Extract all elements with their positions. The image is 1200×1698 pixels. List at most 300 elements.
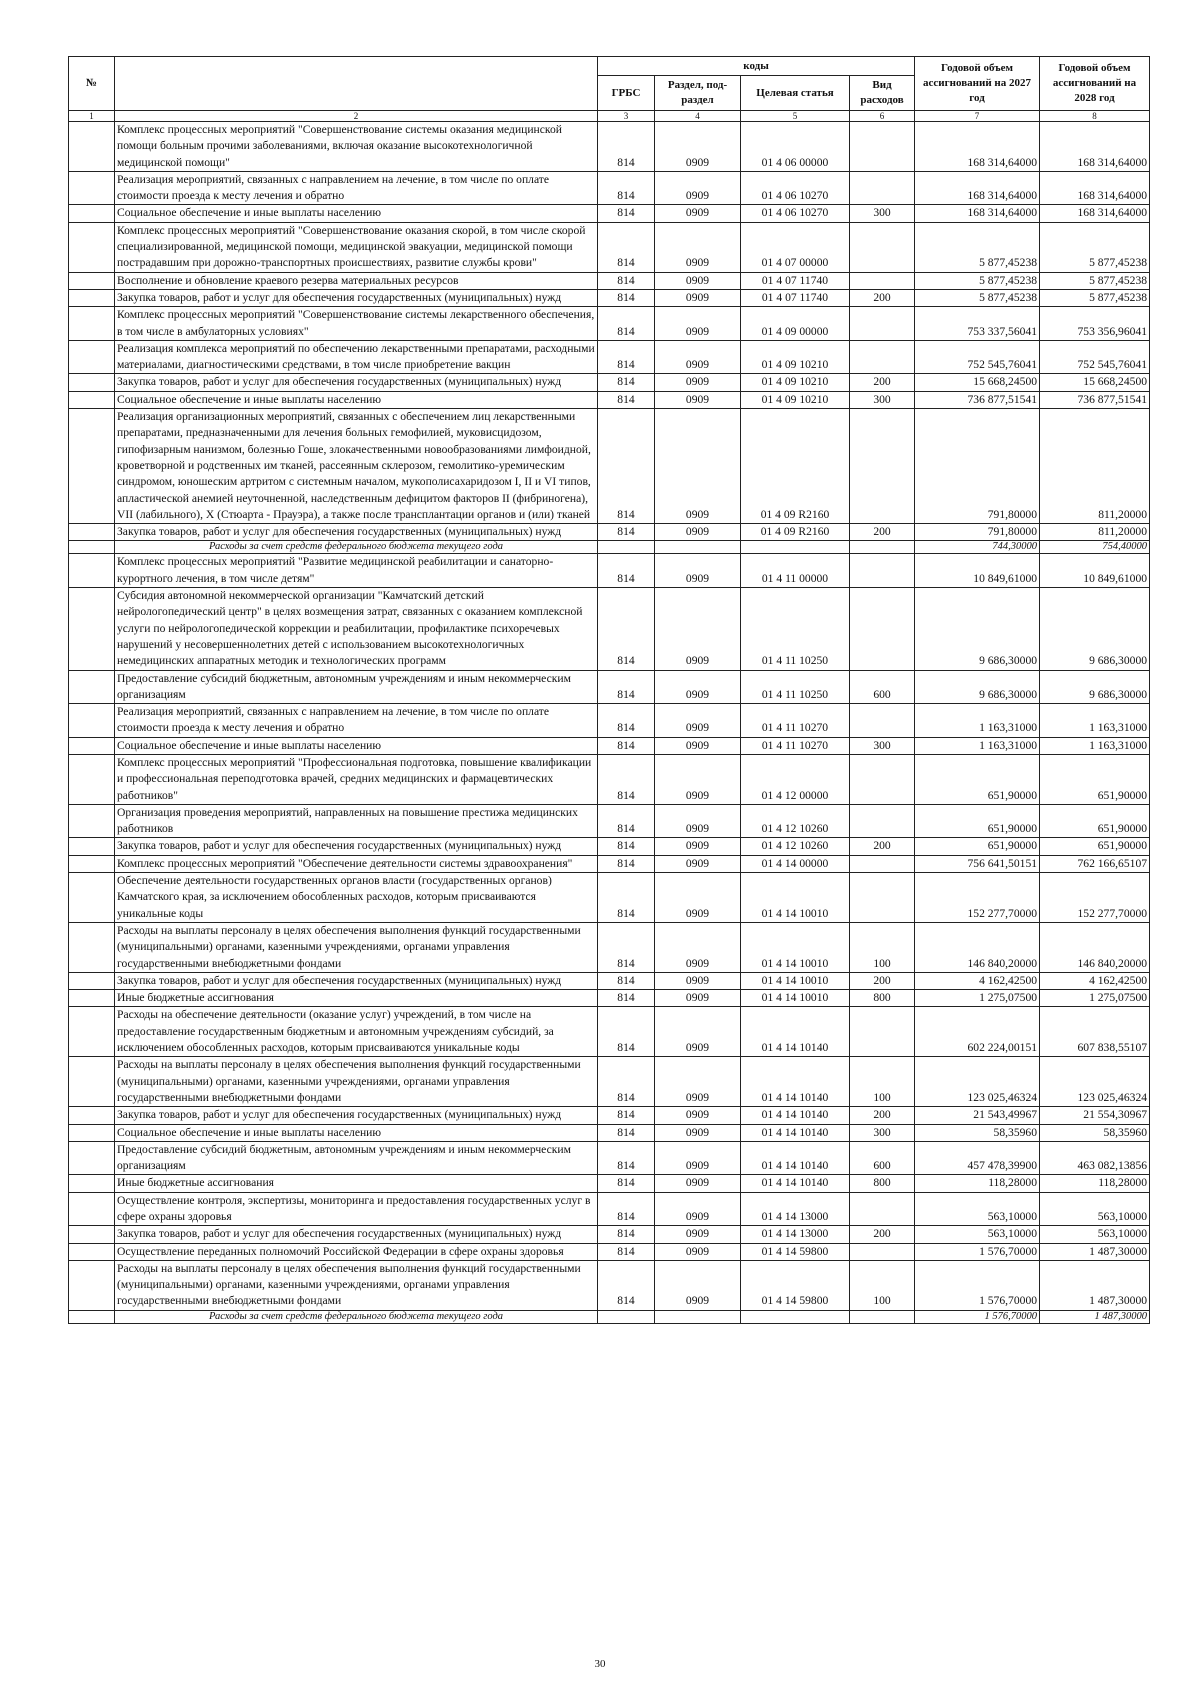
amount-2027-cell: 9 686,30000 (915, 588, 1040, 670)
grbs-cell: 814 (598, 272, 655, 289)
amount-2027-cell: 736 877,51541 (915, 391, 1040, 408)
target-cell: 01 4 14 10140 (741, 1107, 850, 1124)
row-name-cell: Осуществление переданных полномочий Российской Федерации в сфере охраны здоровья (115, 1243, 598, 1260)
amount-2028-cell: 146 840,20000 (1040, 922, 1150, 972)
row-name-cell: Субсидия автономной некоммерческой организации "Камчатский детский нейрологопедический центр" в целях возмещения затрат, связанных с оказанием комплексной услуги по нейрологопедической коррекции и реабилитации, профилактике психоречевых нарушений у несовершеннолетних детей с использованием высокотехнологичных немедицинских аппаратных методик и технологических программ (115, 588, 598, 670)
section-cell: 0909 (655, 1260, 741, 1310)
grbs-cell: 814 (598, 1226, 655, 1243)
amount-2027-cell: 651,90000 (915, 754, 1040, 804)
table-row (69, 855, 1150, 872)
table-row (69, 922, 1150, 972)
table-row (69, 340, 1150, 374)
row-name-cell: Предоставление субсидий бюджетным, автономным учреждениям и иным некоммерческим организациям (115, 670, 598, 704)
table-row (69, 554, 1150, 588)
grbs-cell: 814 (598, 1243, 655, 1260)
column-number: 1 (69, 111, 115, 122)
amount-2027-cell: 1 576,70000 (915, 1310, 1040, 1323)
table-row (69, 1141, 1150, 1175)
target-cell: 01 4 14 10140 (741, 1007, 850, 1057)
table-row (69, 289, 1150, 306)
amount-2027-cell: 563,10000 (915, 1226, 1040, 1243)
exp-type-cell: 300 (850, 1124, 915, 1141)
amount-2028-cell: 651,90000 (1040, 754, 1150, 804)
target-cell: 01 4 14 13000 (741, 1226, 850, 1243)
table-row (69, 873, 1150, 923)
section-cell: 0909 (655, 737, 741, 754)
table-row (69, 307, 1150, 341)
amount-2027-cell: 457 478,39900 (915, 1141, 1040, 1175)
section-cell: 0909 (655, 922, 741, 972)
row-name-cell: Закупка товаров, работ и услуг для обеспечения государственных (муниципальных) нужд (115, 374, 598, 391)
amount-2027-cell: 791,80000 (915, 524, 1040, 541)
amount-2028-cell: 607 838,55107 (1040, 1007, 1150, 1057)
amount-2028-cell: 10 849,61000 (1040, 554, 1150, 588)
amount-2027-cell: 1 163,31000 (915, 704, 1040, 738)
amount-2028-cell: 9 686,30000 (1040, 588, 1150, 670)
exp-type-cell (850, 340, 915, 374)
exp-type-cell (850, 1007, 915, 1057)
amount-2028-cell: 1 163,31000 (1040, 704, 1150, 738)
section-cell: 0909 (655, 340, 741, 374)
amount-2027-cell: 5 877,45238 (915, 272, 1040, 289)
section-cell: 0909 (655, 588, 741, 670)
amount-2028-cell: 752 545,76041 (1040, 340, 1150, 374)
amount-2027-cell: 753 337,56041 (915, 307, 1040, 341)
target-cell: 01 4 09 10210 (741, 374, 850, 391)
grbs-cell: 814 (598, 289, 655, 306)
exp-type-cell (850, 1243, 915, 1260)
amount-2027-cell: 602 224,00151 (915, 1007, 1040, 1057)
exp-type-cell (850, 754, 915, 804)
row-name-cell: Социальное обеспечение и иные выплаты населению (115, 1124, 598, 1141)
exp-type-cell: 800 (850, 990, 915, 1007)
grbs-cell: 814 (598, 873, 655, 923)
grbs-cell: 814 (598, 737, 655, 754)
row-name-cell: Комплекс процессных мероприятий "Развитие медицинской реабилитации и санаторно-курортного лечения, в том числе детям" (115, 554, 598, 588)
amount-2028-cell: 168 314,64000 (1040, 122, 1150, 172)
grbs-cell: 814 (598, 1141, 655, 1175)
table-row (69, 122, 1150, 172)
amount-2028-cell: 5 877,45238 (1040, 289, 1150, 306)
target-cell: 01 4 06 10270 (741, 171, 850, 205)
target-cell: 01 4 11 10270 (741, 704, 850, 738)
amount-2027-cell: 58,35960 (915, 1124, 1040, 1141)
amount-2028-cell: 563,10000 (1040, 1192, 1150, 1226)
exp-type-cell (850, 222, 915, 272)
table-row (69, 804, 1150, 838)
target-cell: 01 4 14 13000 (741, 1192, 850, 1226)
row-name-cell: Реализация мероприятий, связанных с направлением на лечение, в том числе по оплате стоимости проезда к месту лечения и обратно (115, 171, 598, 205)
column-number: 5 (741, 111, 850, 122)
table-row (69, 588, 1150, 670)
row-num-cell (69, 222, 115, 272)
section-cell: 0909 (655, 670, 741, 704)
row-name-cell: Иные бюджетные ассигнования (115, 990, 598, 1007)
amount-2028-cell: 1 487,30000 (1040, 1260, 1150, 1310)
row-num-cell (69, 1124, 115, 1141)
section-cell (655, 1310, 741, 1323)
header-exp-type: Вид расходов (850, 76, 915, 111)
grbs-cell: 814 (598, 409, 655, 524)
grbs-cell: 814 (598, 222, 655, 272)
row-num-cell (69, 1310, 115, 1323)
row-name-cell: Комплекс процессных мероприятий "Совершенствование оказания скорой, в том числе скорой специализированной, медицинской помощи, медицинской эвакуации, медицинской помощи пострадавшим при дорожно-транспортных происшествиях, развитие службы крови" (115, 222, 598, 272)
row-name-cell: Закупка товаров, работ и услуг для обеспечения государственных (муниципальных) нужд (115, 289, 598, 306)
target-cell: 01 4 14 10140 (741, 1175, 850, 1192)
section-cell: 0909 (655, 409, 741, 524)
column-number: 3 (598, 111, 655, 122)
target-cell: 01 4 12 10260 (741, 804, 850, 838)
section-cell: 0909 (655, 804, 741, 838)
exp-type-cell (850, 171, 915, 205)
exp-type-cell: 600 (850, 1141, 915, 1175)
table-row (69, 1175, 1150, 1192)
target-cell: 01 4 09 00000 (741, 307, 850, 341)
row-num-cell (69, 307, 115, 341)
target-cell (741, 541, 850, 554)
amount-2028-cell: 118,28000 (1040, 1175, 1150, 1192)
row-num-cell (69, 205, 115, 222)
amount-2028-cell: 736 877,51541 (1040, 391, 1150, 408)
target-cell: 01 4 14 10140 (741, 1057, 850, 1107)
exp-type-cell (850, 541, 915, 554)
target-cell: 01 4 09 R2160 (741, 524, 850, 541)
amount-2028-cell: 811,20000 (1040, 524, 1150, 541)
exp-type-cell: 100 (850, 1057, 915, 1107)
column-number: 8 (1040, 111, 1150, 122)
exp-type-cell (850, 873, 915, 923)
exp-type-cell (850, 272, 915, 289)
exp-type-cell: 200 (850, 838, 915, 855)
table-row (69, 990, 1150, 1007)
grbs-cell: 814 (598, 1175, 655, 1192)
grbs-cell: 814 (598, 391, 655, 408)
row-num-cell (69, 1141, 115, 1175)
row-num-cell (69, 524, 115, 541)
row-num-cell (69, 1057, 115, 1107)
row-name-cell: Комплекс процессных мероприятий "Профессиональная подготовка, повышение квалификации и профессиональная переподготовка врачей, средних медицинских и фармацевтических работников" (115, 754, 598, 804)
target-cell: 01 4 09 10210 (741, 391, 850, 408)
row-num-cell (69, 1107, 115, 1124)
amount-2027-cell: 168 314,64000 (915, 171, 1040, 205)
header-year-2028: Годовой объем ассигнований на 2028 год (1040, 57, 1150, 111)
section-cell: 0909 (655, 1124, 741, 1141)
section-cell: 0909 (655, 391, 741, 408)
section-cell: 0909 (655, 374, 741, 391)
amount-2027-cell: 1 576,70000 (915, 1260, 1040, 1310)
amount-2027-cell: 651,90000 (915, 804, 1040, 838)
row-name-cell: Расходы на выплаты персоналу в целях обеспечения выполнения функций государственными (муниципальными) органами, казенными учреждениями, органами управления государственными внебюджетными фондами (115, 1057, 598, 1107)
amount-2028-cell: 463 082,13856 (1040, 1141, 1150, 1175)
row-name-cell: Закупка товаров, работ и услуг для обеспечения государственных (муниципальных) нужд (115, 1107, 598, 1124)
section-cell: 0909 (655, 855, 741, 872)
row-name-cell: Восполнение и обновление краевого резерва материальных ресурсов (115, 272, 598, 289)
table-row (69, 1226, 1150, 1243)
section-cell: 0909 (655, 754, 741, 804)
row-name-cell: Расходы на выплаты персоналу в целях обеспечения выполнения функций государственными (муниципальными) органами, казенными учреждениями, органами управления государственными внебюджетными фондами (115, 1260, 598, 1310)
amount-2028-cell: 753 356,96041 (1040, 307, 1150, 341)
exp-type-cell: 200 (850, 524, 915, 541)
row-name-cell: Социальное обеспечение и иные выплаты населению (115, 737, 598, 754)
target-cell: 01 4 09 10210 (741, 340, 850, 374)
section-cell: 0909 (655, 222, 741, 272)
table-body (69, 122, 1150, 1324)
row-name-cell: Реализация организационных мероприятий, связанных с обеспечением лиц лекарственными препаратами, предназначенными для лечения больных гемофилией, муковисцидозом, гипофизарным нанизмом, болезнью Гоше, злокачественными новообразованиями лимфоидной, кроветворной и родственных им тканей, рассеянным склерозом, гемолитико-уремическим синдромом, юношеским артритом с системным началом, мукополисахаридозом I, II и VI типов, апластической анемией неуточненной, наследственным дефицитом факторов II (фибриногена), VII (лабильного), X (Стюарта - Прауэра), а также после трансплантации органов и (или) тканей (115, 409, 598, 524)
header-target: Целевая статья (741, 76, 850, 111)
exp-type-cell (850, 409, 915, 524)
page-number: 30 (594, 1658, 606, 1670)
target-cell: 01 4 11 10250 (741, 670, 850, 704)
exp-type-cell (850, 588, 915, 670)
column-number: 4 (655, 111, 741, 122)
grbs-cell: 814 (598, 1192, 655, 1226)
exp-type-cell: 200 (850, 972, 915, 989)
exp-type-cell (850, 1310, 915, 1323)
row-num-cell (69, 704, 115, 738)
exp-type-cell: 100 (850, 922, 915, 972)
table-row (69, 1107, 1150, 1124)
grbs-cell: 814 (598, 972, 655, 989)
exp-type-cell (850, 804, 915, 838)
table-row (69, 704, 1150, 738)
section-cell: 0909 (655, 838, 741, 855)
amount-2027-cell: 5 877,45238 (915, 289, 1040, 306)
row-num-cell (69, 1192, 115, 1226)
section-cell: 0909 (655, 1243, 741, 1260)
row-num-cell (69, 289, 115, 306)
target-cell (741, 1310, 850, 1323)
table-row (69, 754, 1150, 804)
grbs-cell: 814 (598, 1260, 655, 1310)
section-cell: 0909 (655, 972, 741, 989)
federal-budget-row (69, 1310, 1150, 1323)
exp-type-cell: 300 (850, 205, 915, 222)
amount-2028-cell: 811,20000 (1040, 409, 1150, 524)
amount-2027-cell: 118,28000 (915, 1175, 1040, 1192)
exp-type-cell: 300 (850, 391, 915, 408)
amount-2028-cell: 754,40000 (1040, 541, 1150, 554)
exp-type-cell: 200 (850, 1226, 915, 1243)
target-cell: 01 4 07 00000 (741, 222, 850, 272)
table-row (69, 205, 1150, 222)
row-num-cell (69, 171, 115, 205)
amount-2028-cell: 168 314,64000 (1040, 205, 1150, 222)
amount-2027-cell: 791,80000 (915, 409, 1040, 524)
section-cell: 0909 (655, 1192, 741, 1226)
target-cell: 01 4 07 11740 (741, 289, 850, 306)
amount-2028-cell: 1 275,07500 (1040, 990, 1150, 1007)
section-cell: 0909 (655, 272, 741, 289)
amount-2028-cell: 152 277,70000 (1040, 873, 1150, 923)
target-cell: 01 4 14 10140 (741, 1124, 850, 1141)
target-cell: 01 4 07 11740 (741, 272, 850, 289)
amount-2028-cell: 651,90000 (1040, 838, 1150, 855)
amount-2027-cell: 651,90000 (915, 838, 1040, 855)
row-num-cell (69, 1243, 115, 1260)
row-name-cell: Социальное обеспечение и иные выплаты населению (115, 391, 598, 408)
row-num-cell (69, 990, 115, 1007)
row-num-cell (69, 1175, 115, 1192)
row-num-cell (69, 1260, 115, 1310)
amount-2028-cell: 15 668,24500 (1040, 374, 1150, 391)
amount-2028-cell: 1 487,30000 (1040, 1243, 1150, 1260)
section-cell: 0909 (655, 171, 741, 205)
grbs-cell (598, 541, 655, 554)
amount-2027-cell: 563,10000 (915, 1192, 1040, 1226)
grbs-cell: 814 (598, 990, 655, 1007)
exp-type-cell: 800 (850, 1175, 915, 1192)
amount-2027-cell: 152 277,70000 (915, 873, 1040, 923)
target-cell: 01 4 14 10010 (741, 873, 850, 923)
target-cell: 01 4 11 10270 (741, 737, 850, 754)
table-row (69, 1260, 1150, 1310)
table-row (69, 1243, 1150, 1260)
exp-type-cell: 200 (850, 289, 915, 306)
target-cell: 01 4 12 00000 (741, 754, 850, 804)
amount-2027-cell: 752 545,76041 (915, 340, 1040, 374)
header-num: № (69, 57, 115, 111)
row-num-cell (69, 409, 115, 524)
row-num-cell (69, 754, 115, 804)
row-num-cell (69, 122, 115, 172)
section-cell: 0909 (655, 122, 741, 172)
column-number: 6 (850, 111, 915, 122)
section-cell: 0909 (655, 289, 741, 306)
grbs-cell: 814 (598, 524, 655, 541)
row-num-cell (69, 1226, 115, 1243)
amount-2027-cell: 15 668,24500 (915, 374, 1040, 391)
amount-2027-cell: 1 576,70000 (915, 1243, 1040, 1260)
target-cell: 01 4 14 59800 (741, 1243, 850, 1260)
row-name-cell: Закупка товаров, работ и услуг для обеспечения государственных (муниципальных) нужд (115, 1226, 598, 1243)
amount-2028-cell: 5 877,45238 (1040, 272, 1150, 289)
exp-type-cell (850, 855, 915, 872)
row-num-cell (69, 737, 115, 754)
amount-2028-cell: 5 877,45238 (1040, 222, 1150, 272)
grbs-cell: 814 (598, 855, 655, 872)
grbs-cell: 814 (598, 205, 655, 222)
grbs-cell: 814 (598, 804, 655, 838)
row-num-cell (69, 972, 115, 989)
grbs-cell (598, 1310, 655, 1323)
column-number: 2 (115, 111, 598, 122)
amount-2028-cell: 1 163,31000 (1040, 737, 1150, 754)
table-row (69, 374, 1150, 391)
row-name-cell: Закупка товаров, работ и услуг для обеспечения государственных (муниципальных) нужд (115, 838, 598, 855)
row-num-cell (69, 873, 115, 923)
amount-2028-cell: 762 166,65107 (1040, 855, 1150, 872)
exp-type-cell (850, 1192, 915, 1226)
table-row (69, 737, 1150, 754)
target-cell: 01 4 14 00000 (741, 855, 850, 872)
table-row (69, 1124, 1150, 1141)
exp-type-cell (850, 307, 915, 341)
grbs-cell: 814 (598, 1107, 655, 1124)
row-num-cell (69, 272, 115, 289)
table-row (69, 171, 1150, 205)
amount-2027-cell: 9 686,30000 (915, 670, 1040, 704)
amount-2028-cell: 1 487,30000 (1040, 1310, 1150, 1323)
amount-2027-cell: 168 314,64000 (915, 122, 1040, 172)
grbs-cell: 814 (598, 171, 655, 205)
row-num-cell (69, 804, 115, 838)
row-name-cell: Обеспечение деятельности государственных органов власти (государственных органов) Камчатского края, за исключением обособленных расходов, которым присваиваются уникальные коды (115, 873, 598, 923)
target-cell: 01 4 14 10010 (741, 922, 850, 972)
amount-2027-cell: 1 163,31000 (915, 737, 1040, 754)
table-row (69, 670, 1150, 704)
table-row (69, 1192, 1150, 1226)
row-name-cell: Реализация комплекса мероприятий по обеспечению лекарственными препаратами, расходными материалами, диагностическими средствами, в том числе приобретение вакцин (115, 340, 598, 374)
amount-2027-cell: 21 543,49967 (915, 1107, 1040, 1124)
amount-2027-cell: 123 025,46324 (915, 1057, 1040, 1107)
grbs-cell: 814 (598, 374, 655, 391)
grbs-cell: 814 (598, 1007, 655, 1057)
grbs-cell: 814 (598, 838, 655, 855)
grbs-cell: 814 (598, 754, 655, 804)
exp-type-cell: 600 (850, 670, 915, 704)
exp-type-cell: 200 (850, 374, 915, 391)
row-num-cell (69, 374, 115, 391)
section-cell: 0909 (655, 554, 741, 588)
row-name-cell: Осуществление контроля, экспертизы, мониторинга и предоставления государственных услуг в сфере охраны здоровья (115, 1192, 598, 1226)
row-name-cell: Иные бюджетные ассигнования (115, 1175, 598, 1192)
table-row (69, 1007, 1150, 1057)
grbs-cell: 814 (598, 307, 655, 341)
exp-type-cell: 200 (850, 1107, 915, 1124)
row-name-cell: Комплекс процессных мероприятий "Обеспечение деятельности системы здравоохранения" (115, 855, 598, 872)
target-cell: 01 4 06 10270 (741, 205, 850, 222)
row-name-cell: Расходы на обеспечение деятельности (оказание услуг) учреждений, в том числе на предоставление государственным бюджетным и автономным учреждениям субсидий, за исключением обособленных расходов, которым присваиваются уникальные коды (115, 1007, 598, 1057)
header-codes: коды (598, 57, 915, 76)
section-cell: 0909 (655, 704, 741, 738)
row-num-cell (69, 922, 115, 972)
exp-type-cell (850, 704, 915, 738)
target-cell: 01 4 14 10140 (741, 1141, 850, 1175)
table-row (69, 272, 1150, 289)
row-name-cell: Реализация мероприятий, связанных с направлением на лечение, в том числе по оплате стоимости проезда к месту лечения и обратно (115, 704, 598, 738)
amount-2028-cell: 21 554,30967 (1040, 1107, 1150, 1124)
section-cell: 0909 (655, 307, 741, 341)
target-cell: 01 4 11 00000 (741, 554, 850, 588)
target-cell: 01 4 11 10250 (741, 588, 850, 670)
section-cell: 0909 (655, 1175, 741, 1192)
target-cell: 01 4 14 10010 (741, 972, 850, 989)
row-name-cell: Расходы на выплаты персоналу в целях обеспечения выполнения функций государственными (муниципальными) органами, казенными учреждениями, органами управления государственными внебюджетными фондами (115, 922, 598, 972)
section-cell: 0909 (655, 1141, 741, 1175)
amount-2028-cell: 651,90000 (1040, 804, 1150, 838)
header-grbs: ГРБС (598, 76, 655, 111)
row-num-cell (69, 1007, 115, 1057)
table-row (69, 524, 1150, 541)
exp-type-cell (850, 554, 915, 588)
table-row (69, 838, 1150, 855)
amount-2027-cell: 756 641,50151 (915, 855, 1040, 872)
row-num-cell (69, 340, 115, 374)
amount-2028-cell: 4 162,42500 (1040, 972, 1150, 989)
exp-type-cell: 100 (850, 1260, 915, 1310)
target-cell: 01 4 06 00000 (741, 122, 850, 172)
row-name-cell: Комплекс процессных мероприятий "Совершенствование системы оказания медицинской помощи больным прочими заболеваниями, включая оказание высокотехнологичной медицинской помощи" (115, 122, 598, 172)
amount-2027-cell: 744,30000 (915, 541, 1040, 554)
target-cell: 01 4 12 10260 (741, 838, 850, 855)
grbs-cell: 814 (598, 922, 655, 972)
row-name-cell: Организация проведения мероприятий, направленных на повышение престижа медицинских работников (115, 804, 598, 838)
grbs-cell: 814 (598, 1124, 655, 1141)
row-name-cell: Расходы за счет средств федерального бюджета текущего года (115, 1310, 598, 1323)
budget-table (68, 56, 1150, 1324)
table-row (69, 972, 1150, 989)
header-section: Раздел, под-раздел (655, 76, 741, 111)
